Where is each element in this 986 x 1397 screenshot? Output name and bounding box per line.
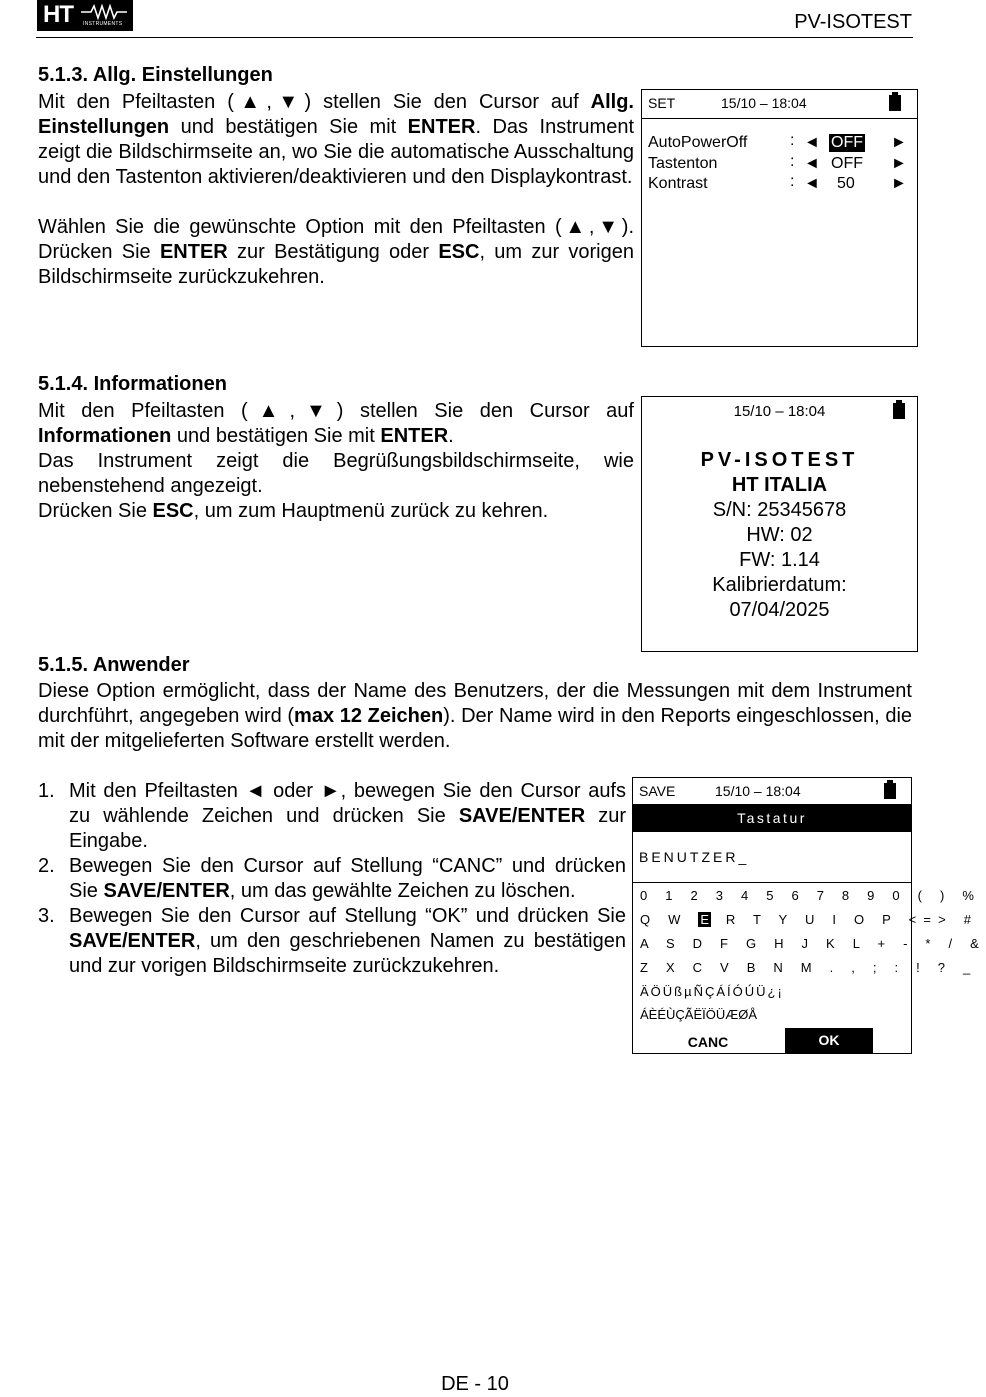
screen-datetime: 15/10 – 18:04 — [733, 403, 826, 420]
key-selected[interactable]: E — [700, 912, 710, 927]
list-item — [38, 904, 626, 979]
step-text: Mit den Pfeiltasten ◄ oder ►, bewegen Sie den Cursor aufs zu wählende Zeichen und drücken Sie SAVE/ENTER zur Eingabe. — [69, 780, 627, 852]
info-cal-date: 07/04/2025 — [729, 599, 830, 621]
key-row-1[interactable]: 0 1 2 3 4 5 6 7 8 9 0 ( ) % — [640, 888, 982, 903]
step-number: 3. — [38, 905, 55, 927]
section-heading-5-1-4: 5.1.4. Informationen — [38, 373, 227, 395]
name-input[interactable]: BENUTZER_ — [639, 849, 750, 865]
keys[interactable]: R T Y U I O P <=> # — [715, 912, 979, 927]
ok-button[interactable]: OK — [785, 1028, 873, 1053]
setting-sep: : — [790, 153, 795, 170]
step-number: 2. — [38, 855, 55, 877]
step-text: Bewegen Sie den Cursor auf Stellung “OK” und drücken Sie SAVE/ENTER, um den geschriebenen Namen zu bestätigen und zur vorigen Bildschirmseite zurückzukehren. — [69, 905, 626, 977]
paragraph-5-1-3-2: Wählen Sie die gewünschte Option mit den Pfeiltasten (▲,▼). Drücken Sie ENTER zur Bestätigung oder ESC, um zur vorigen Bildschirmseite zurückzukehren. — [38, 216, 634, 288]
key-row-4[interactable]: Z X C V B N M . , ; : ! ? _ — [640, 960, 978, 975]
keys[interactable]: Q W — [640, 912, 699, 927]
info-screen — [641, 396, 918, 652]
section-heading-5-1-3: 5.1.3. Allg. Einstellungen — [38, 64, 273, 86]
battery-icon — [893, 403, 905, 419]
ht-logo — [37, 0, 133, 31]
step-text: Bewegen Sie den Cursor auf Stellung “CANC” und drücken Sie SAVE/ENTER, um das gewählte Zeichen zu löschen. — [69, 855, 626, 902]
logo-text: HT — [43, 1, 73, 28]
setting-label: Tastenton — [648, 155, 718, 172]
key-row-5[interactable]: ÄÖÜßµÑÇÁÍÓÚÜ¿¡ — [640, 984, 784, 999]
waveform-icon — [81, 4, 127, 20]
header-divider — [36, 37, 913, 38]
screen-datetime: 15/10 – 18:04 — [721, 95, 807, 111]
logo-sub: INSTRUMENTS — [83, 21, 123, 27]
info-model: PV-ISOTEST — [700, 449, 859, 471]
paragraph-5-1-4-1: Mit den Pfeiltasten (▲,▼) stellen Sie den Cursor auf Informationen und bestätigen Sie mit ENTER. — [38, 400, 634, 447]
arrow-left-icon[interactable]: ◄ — [804, 155, 820, 172]
setting-sep: : — [790, 132, 795, 149]
arrow-left-icon[interactable]: ◄ — [804, 134, 820, 151]
list-item — [38, 854, 626, 904]
steps-list — [38, 779, 626, 979]
setting-value[interactable]: OFF — [831, 155, 863, 172]
keyboard-screen — [632, 777, 986, 1054]
info-hw: HW: 02 — [746, 524, 813, 546]
page-number: DE - 10 — [441, 1373, 509, 1395]
screen-divider — [633, 882, 911, 883]
screen-divider — [642, 118, 917, 119]
setting-sep: : — [790, 173, 795, 190]
setting-value[interactable]: 50 — [837, 175, 855, 192]
paragraph-5-1-3-1: Mit den Pfeiltasten (▲,▼) stellen Sie den Cursor auf Allg. Einstellungen und bestätigen Sie mit ENTER. Das Instrument zeigt die Bildschirmseite an, wo Sie die automatische Ausschaltung und den Tastenton aktivieren/deaktivieren und den Displaykontrast. — [38, 91, 634, 188]
paragraph-5-1-4-3: Drücken Sie ESC, um zum Hauptmenü zurück zu kehren. — [38, 500, 549, 522]
info-brand: HT ITALIA — [731, 474, 828, 496]
info-serial: S/N: 25345678 — [712, 499, 847, 521]
list-item — [38, 779, 626, 854]
settings-screen — [641, 89, 918, 347]
arrow-right-icon[interactable]: ► — [891, 175, 907, 192]
battery-icon — [889, 95, 901, 111]
step-number: 1. — [38, 780, 55, 802]
key-row-2[interactable] — [640, 912, 978, 927]
key-row-6[interactable]: ÁÈÉÙÇÃËÏÖÜÆØÅ — [640, 1007, 758, 1022]
setting-label: AutoPowerOff — [648, 134, 748, 151]
screen-mode: SET — [648, 95, 676, 111]
keyboard-title: Tastatur — [633, 804, 911, 832]
canc-button[interactable]: CANC — [687, 1034, 729, 1050]
setting-value-selected[interactable]: OFF — [831, 134, 863, 151]
header-product: PV-ISOTEST — [794, 11, 912, 33]
screen-mode: SAVE — [639, 783, 676, 799]
paragraph-5-1-4-2: Das Instrument zeigt die Begrüßungsbildschirmseite, wie nebenstehend angezeigt. — [38, 450, 634, 497]
arrow-right-icon[interactable]: ► — [891, 134, 907, 151]
key-row-3[interactable]: A S D F G H J K L + - * / & — [640, 936, 986, 951]
setting-label: Kontrast — [648, 175, 708, 192]
battery-icon — [884, 783, 896, 799]
info-cal-label: Kalibrierdatum: — [712, 574, 847, 596]
arrow-right-icon[interactable]: ► — [891, 155, 907, 172]
section-heading-5-1-5: 5.1.5. Anwender — [38, 654, 190, 676]
info-fw: FW: 1.14 — [739, 549, 820, 571]
paragraph-5-1-5-1: Diese Option ermöglicht, dass der Name des Benutzers, der die Messungen mit dem Instrument durchführt, angegeben wird (max 12 Zeichen). Der Name wird in den Reports eingeschlossen, die mit der mitgelieferten Software erstellt werden. — [38, 680, 913, 752]
arrow-left-icon[interactable]: ◄ — [804, 175, 820, 192]
screen-datetime: 15/10 – 18:04 — [715, 783, 801, 799]
